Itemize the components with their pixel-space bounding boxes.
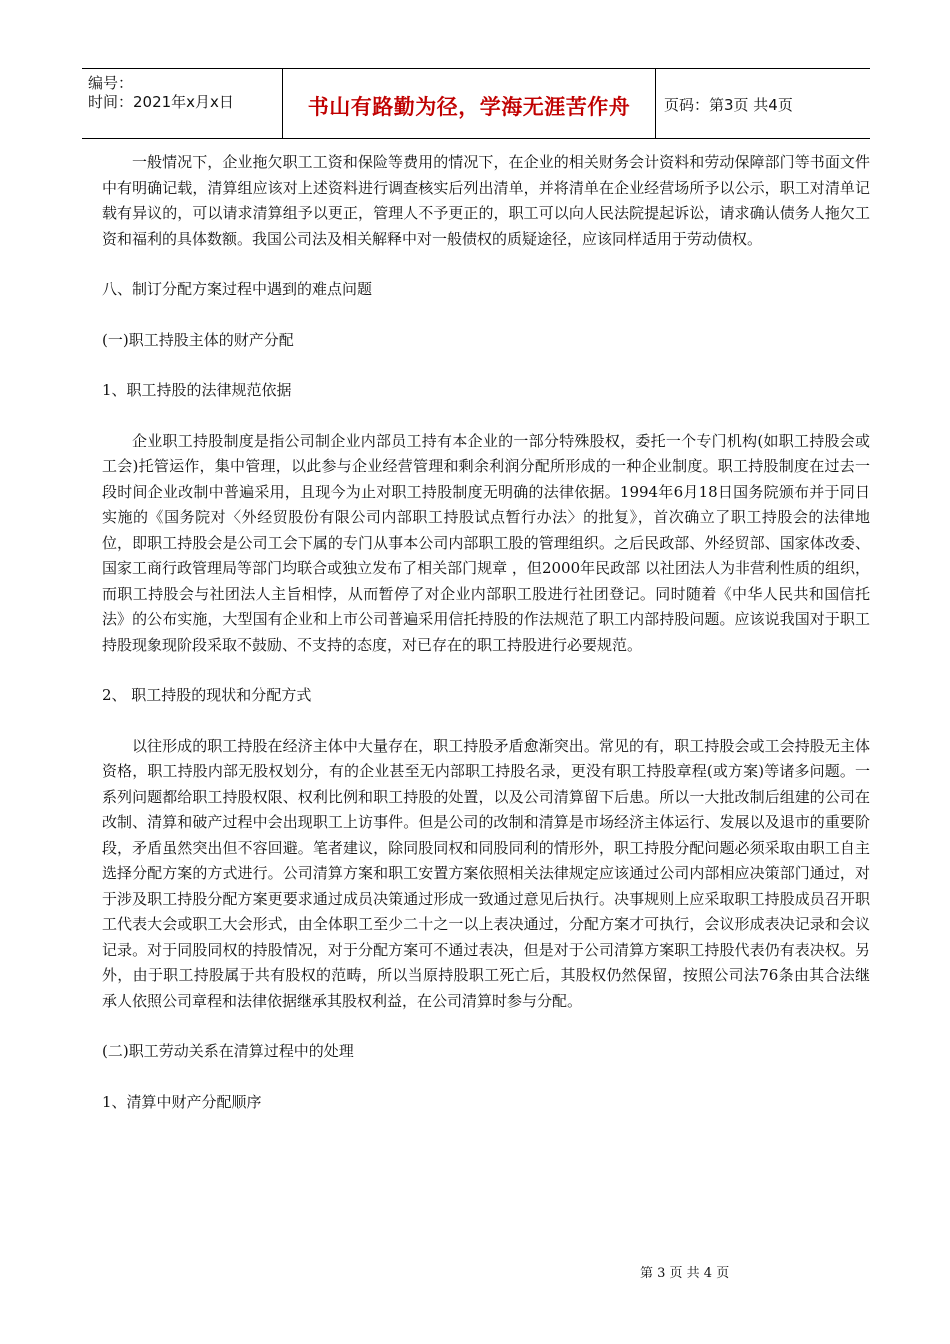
page-footer: 第 3 页 共 4 页 — [640, 1266, 730, 1281]
header-motto-cell — [282, 69, 656, 138]
subsection-heading-1: (一)职工持股主体的财产分配 — [102, 330, 294, 349]
motto-text: 书山有路勤为径，学海无涯苦作舟 — [307, 95, 631, 119]
paragraph-3: 以往形成的职工持股在经济主体中大量存在，职工持股矛盾愈渐突出。常见的有，职工持股会或工会持股无主体资格，职工持股内部无股权划分，有的企业甚至无内部职工持股名录，更没有职工持股章程(或方案)等诸多问题。一系列问题都给职工持股权限、权利比例和职工持股的处置，以及公司清算留下后患。所以一大批改制后组建的公司在改制、清算和破产过程中会出现职工上访事件。但是公司的改制和清算是市场经济主体运行、发展以及退市的重要阶段，矛盾虽然突出但不容回避。笔者建议，除同股同权和同股同利的情形外，职工持股分配问题必须采取由职工自主选择分配方案的方式进行。公司清算方案和职工安置方案依照相关法律规定应该通过公司内部相应决策部门通过，对于涉及职工持股分配方案更要求通过成员决策通过形成一致通过意见后执行。决事规则上应采取职工持股成员召开职工代表大会或职工大会形式，由全体职工至少二十之一以上表决通过，分配方案才可执行，会议形成表决记录和会议记录。对于同股同权的持股情况，对于分配方案可不通过表决，但是对于公司清算方案职工持股代表仍有表决权。另外，由于职工持股属于共有股权的范畴，所以当原持股职工死亡后，其股权仍然保留，按照公司法76条由其合法继承人依照公司章程和法律依据继承其股权利益，在公司清算时参与分配。 — [102, 736, 870, 1010]
page-label: 页码：第3页 共4页 — [664, 96, 793, 114]
header-right-cell — [656, 69, 870, 138]
paragraph-1: 一般情况下，企业拖欠职工工资和保险等费用的情况下，在企业的相关财务会计资料和劳动保障部门等书面文件中有明确记载，清算组应该对上述资料进行调查核实后列出清单，并将清单在企业经营场所予以公示，职工对清单记载有异议的，可以请求清算组予以更正，管理人不予更正的，职工可以向人民法院提起诉讼，请求确认债务人拖欠工资和福利的具体数额。我国公司法及相关解释中对一般债权的质疑途径，应该同样适用于劳动债权。 — [102, 153, 870, 248]
number-label: 编号： — [88, 74, 134, 92]
item-heading-2: 2、 职工持股的现状和分配方式 — [102, 686, 312, 704]
section-heading-8: 八、制订分配方案过程中遇到的难点问题 — [102, 280, 373, 298]
paragraph-2: 企业职工持股制度是指公司制企业内部员工持有本企业的一部分特殊股权，委托一个专门机构(如职工持股会或工会)托管运作，集中管理，以此参与企业经营管理和剩余利润分配所形成的一种企业制度。职工持股制度在过去一段时间企业改制中普遍采用，且现今为止对职工持股制度无明确的法律依据。1994年6月18日国务院颁布并于同日实施的《国务院对〈外经贸股份有限公司内部职工持股试点暂行办法〉的批复》，首次确立了职工持股会的法律地位，即职工持股会是公司工会下属的专门从事本公司内部职工股的管理组织。之后民政部、外经贸部、国家体改委、国家工商行政管理局等部门均联合或独立发布了相关部门规章 ，但2000年民政部 以社团法人为非营利性质的组织，而职工持股会与社团法人主旨相悖，从而暂停了对企业内部职工股进行社团登记。同时随着《中华人民共和国信托法》的公布实施，大型国有企业和上市公司普遍采用信托持股的作法规范了职工内部持股问题。应该说我国对于职工持股现象现阶段采取不鼓励、不支持的态度，对已存在的职工持股进行必要规范。 — [102, 431, 870, 654]
document-header — [82, 68, 870, 139]
item-heading-1: 1、职工持股的法律规范依据 — [102, 381, 292, 399]
item-heading-3: 1、清算中财产分配顺序 — [102, 1092, 262, 1111]
time-label: 时间：2021年x月x日 — [88, 93, 234, 111]
subsection-heading-2: (二)职工劳动关系在清算过程中的处理 — [102, 1042, 354, 1060]
header-left-cell — [82, 69, 282, 138]
document-body — [102, 150, 870, 1115]
